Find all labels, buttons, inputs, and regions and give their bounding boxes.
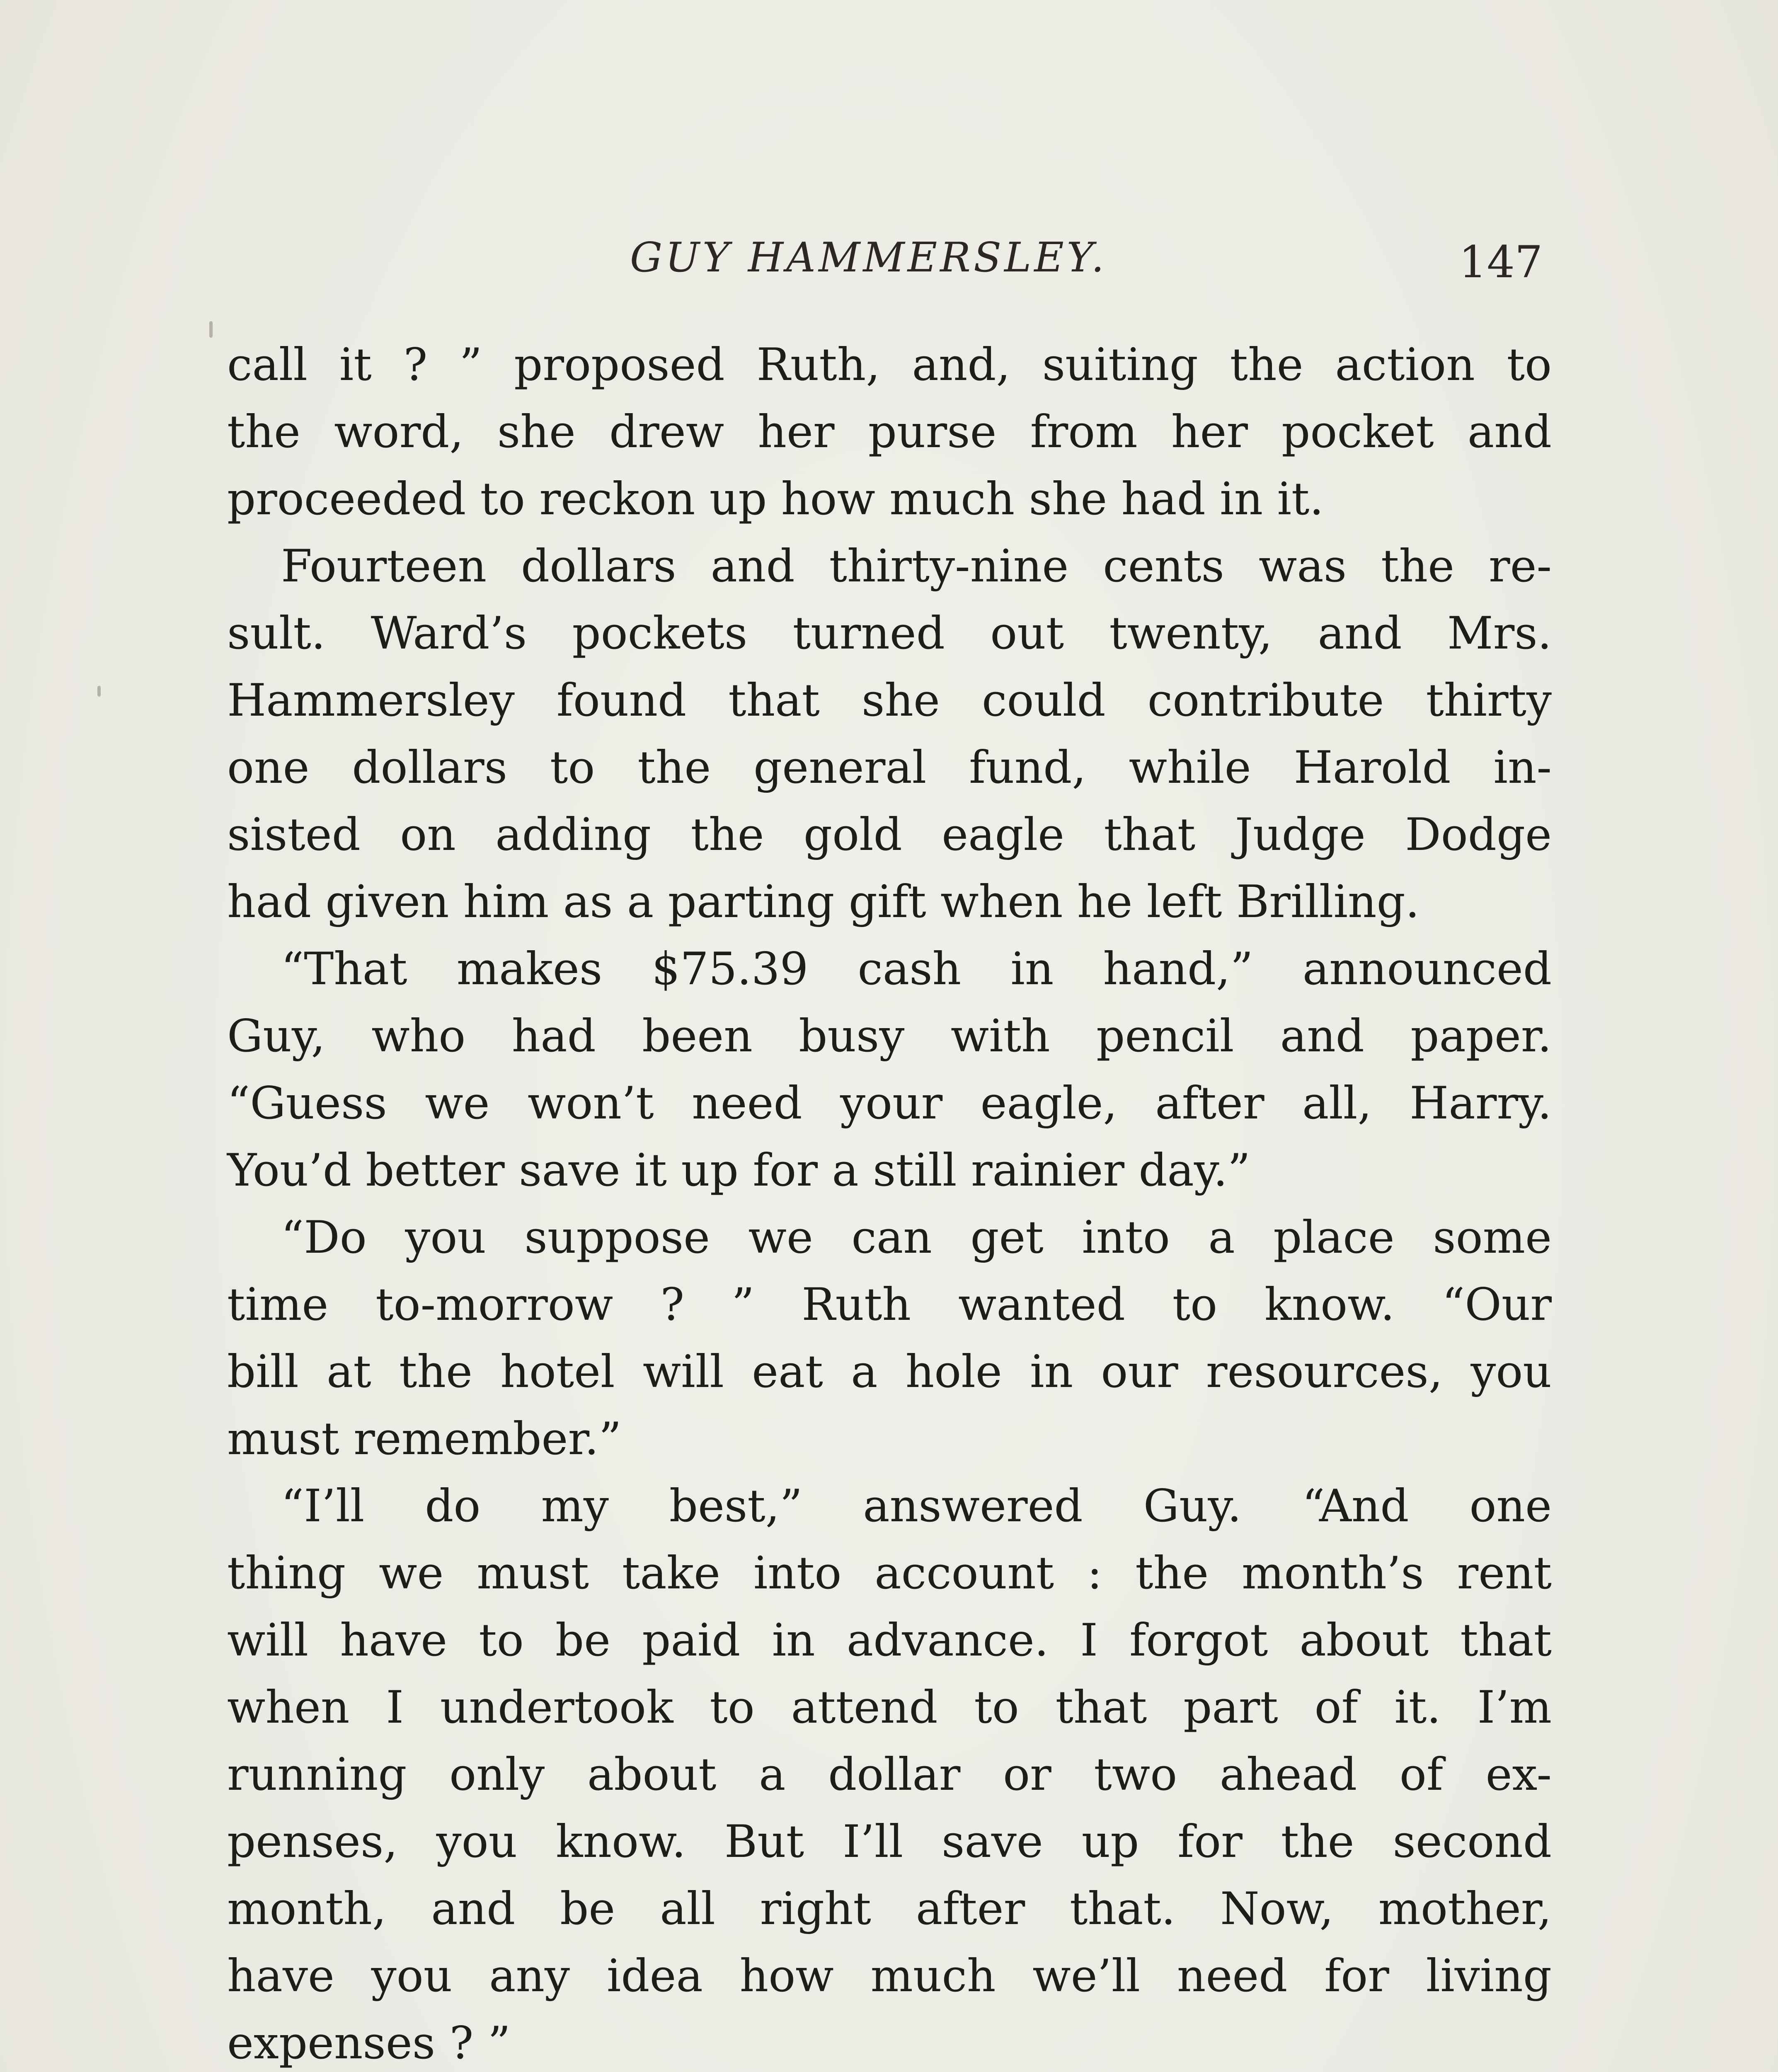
text-line: time to-morrow ? ” Ruth wanted to know. “Our: [227, 1279, 1552, 1331]
text-line: sisted on adding the gold eagle that Judge Dodge: [227, 809, 1552, 861]
text-line: “That makes $75.39 cash in hand,” announced: [281, 943, 1552, 995]
text-line: one dollars to the general fund, while Harold in-: [227, 742, 1552, 794]
running-head: [0, 234, 1778, 292]
text-line: running only about a dollar or two ahead of ex-: [227, 1749, 1552, 1801]
text-line: bill at the hotel will eat a hole in our resources, you: [227, 1346, 1552, 1398]
text-line: penses, you know. But I’ll save up for the second: [227, 1816, 1552, 1868]
page-number: 147: [1459, 237, 1543, 288]
text-line: sult. Ward’s pockets turned out twenty, and Mrs.: [227, 608, 1552, 659]
text-line: month, and be all right after that. Now, mother,: [227, 1883, 1552, 1935]
text-line: Guy, who had been busy with pencil and paper.: [227, 1010, 1552, 1062]
text-line: proceeded to reckon up how much she had in it.: [227, 473, 1324, 525]
text-line: have you any idea how much we’ll need for living: [227, 1950, 1552, 2002]
text-line: must remember.”: [227, 1413, 622, 1465]
text-line: will have to be paid in advance. I forgot about that: [227, 1615, 1552, 1666]
body-text: [227, 332, 1552, 2072]
running-title: GUY HAMMERSLEY.: [630, 234, 1107, 281]
paper-speck: [97, 686, 101, 697]
text-line: had given him as a parting gift when he left Brilling.: [227, 876, 1420, 928]
text-line: expenses ? ”: [227, 2017, 511, 2069]
text-line: when I undertook to attend to that part of it. I’m: [227, 1682, 1552, 1733]
text-line: “Do you suppose we can get into a place some: [281, 1212, 1552, 1264]
text-line: thing we must take into account : the month’s rent: [227, 1547, 1552, 1599]
text-line: “I’ll do my best,” answered Guy. “And one: [281, 1480, 1552, 1532]
text-line: You’d better save it up for a still rainier day.”: [227, 1145, 1251, 1196]
text-line: “Guess we won’t need your eagle, after all, Harry.: [227, 1077, 1552, 1129]
text-line: the word, she drew her purse from her pocket and: [227, 406, 1552, 458]
text-line: call it ? ” proposed Ruth, and, suiting the action to: [227, 339, 1552, 391]
text-line: Hammersley found that she could contribute thirty: [227, 675, 1552, 726]
text-line: Fourteen dollars and thirty-nine cents was the re-: [281, 540, 1552, 592]
paper-speck: [209, 321, 213, 338]
